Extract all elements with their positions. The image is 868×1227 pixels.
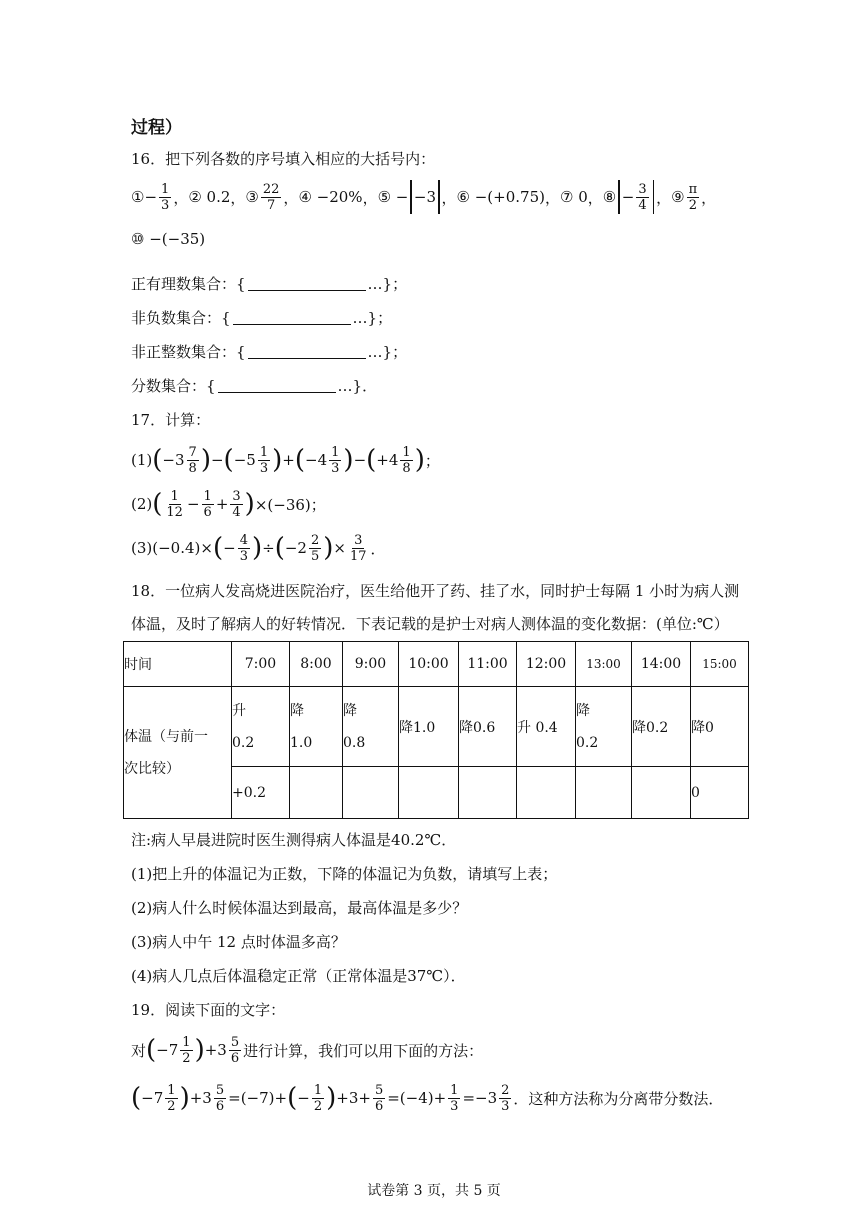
table-cell-change: 升 0.4 (517, 687, 576, 767)
table-cell-change: 降 1.0 (290, 687, 343, 767)
q19-line-1: 对 ( −7 $\frac{1}{2}$ ) +3 $\frac{5}{6}$ 进行计算，我们可以用下面的方法： (131, 1034, 484, 1066)
set-positive-rational: 正有理数集合：{ …}； (131, 275, 408, 293)
set-non-negative: 非负数集合：{ …}； (131, 309, 393, 327)
set-non-positive-integer: 非正整数集合：{ …}； (131, 343, 408, 361)
table-cell-value[interactable]: 0 (691, 767, 749, 819)
q16-item-8: ⑧ (602, 188, 617, 206)
table-cell-change: 降0 (691, 687, 749, 767)
q17-part-1: (1) ( −3 $\frac{7}{8}$ ) − ( −5 $\frac{1}{3}$ ) + ( −4 $\frac{1}{3}$ ) − ( +4 $\frac{1}{8}$ ) ； (131, 444, 440, 476)
q16-title: 16．把下列各数的序号填入相应的大括号内： (131, 150, 436, 168)
q16-item-9: ⑨ (671, 188, 685, 206)
q18-question-4: (4)病人几点后体温稳定正常（正常体温是37℃）． (131, 967, 466, 985)
set-fraction: 分数集合：{ …}． (131, 377, 378, 395)
q16-item-7: ⑦ 0 (560, 188, 588, 206)
table-cell-value[interactable] (459, 767, 517, 819)
q19-line-2: ( −7 $\frac{1}{2}$ ) +3 $\frac{5}{6}$ =(−7)+ ( − $\frac{1}{2}$ ) +3+ $\frac{5}{6}$ =(−4)+ $\frac{1}{3}$ =−3 $\frac{2}{3}$ ．这种方法称为分离带分数法． (131, 1082, 724, 1114)
q16-item-4: ④ −20% (298, 188, 363, 206)
table-header-time: 时间 (124, 642, 232, 687)
q16-frac-9: $\frac{\pi}{2}$ (688, 181, 698, 213)
table-cell-time: 12:00 (517, 642, 576, 687)
q16-item-10: ⑩ −(−35) (131, 230, 206, 248)
q16-item-2: ② 0.2 (188, 188, 231, 206)
q17-title: 17．计算： (131, 411, 211, 429)
q18-line-2: 体温，及时了解病人的好转情况．下表记载的是护士对病人测体温的变化数据：(单位:℃） (131, 615, 729, 633)
table-cell-change: 降1.0 (399, 687, 459, 767)
temperature-table (123, 641, 749, 819)
q16-frac-8: $\frac{3}{4}$ (638, 181, 647, 213)
table-cell-value[interactable] (576, 767, 632, 819)
q16-item-5: ⑤ − (377, 188, 409, 206)
q17-part-2: (2) ( $\frac{1}{12}$ − $\frac{1}{6}$ + $\frac{3}{4}$ ) ×(−36)； (131, 488, 326, 520)
q16-item-1: ① (131, 188, 145, 206)
table-cell-change: 降 0.8 (343, 687, 399, 767)
table-cell-time: 15:00 (691, 642, 749, 687)
q18-note: 注:病人早晨进院时医生测得病人体温是40.2℃． (131, 831, 457, 849)
table-cell-time: 13:00 (576, 642, 632, 687)
table-cell-time: 9:00 (343, 642, 399, 687)
q19-title: 19．阅读下面的文字： (131, 1001, 286, 1019)
table-row-time (124, 642, 749, 687)
table-cell-change: 降 0.2 (576, 687, 632, 767)
table-cell-value[interactable] (399, 767, 459, 819)
table-cell-change: 降0.2 (632, 687, 691, 767)
table-cell-time: 11:00 (459, 642, 517, 687)
table-cell-time: 8:00 (290, 642, 343, 687)
table-cell-time: 14:00 (632, 642, 691, 687)
q18-line-1: 18．一位病人发高烧进医院治疗，医生给他开了药、挂了水，同时护士每隔 1 小时为病人测 (131, 582, 740, 600)
table-cell-time: 7:00 (232, 642, 290, 687)
table-cell-change: 升 0.2 (232, 687, 290, 767)
q16-items: ① − $\frac{1}{3}$ ， ② 0.2 ， ③ $\frac{22}{7}$ ， ④ −20% ， ⑤ − −3 ， ⑥ −(+0.75) ， ⑦ 0 ， ⑧ − $\frac{3}{4}$ ， ⑨ $\frac{\pi}{2}$ ， (131, 181, 717, 213)
table-cell-time: 10:00 (399, 642, 459, 687)
table-row-change (124, 687, 749, 767)
q18-question-2: (2)病人什么时候体温达到最高，最高体温是多少？ (131, 899, 468, 917)
q16-item-6: ⑥ −(+0.75) (456, 188, 545, 206)
header-tail: 过程） (131, 118, 182, 138)
table-cell-value[interactable] (632, 767, 691, 819)
table-cell-value[interactable] (517, 767, 576, 819)
table-cell-value[interactable]: +0.2 (232, 767, 290, 819)
q17-part-3: (3) (−0.4)× ( − $\frac{4}{3}$ ) ÷ ( −2 $\frac{2}{5}$ ) × $\frac{3}{17}$ ． (131, 532, 386, 564)
q16-frac-3: $\frac{22}{7}$ (262, 181, 280, 213)
q16-frac-1: $\frac{1}{3}$ (161, 181, 170, 213)
page-footer: 试卷第 3 页，共 5 页 (367, 1183, 501, 1199)
table-cell-value[interactable] (343, 767, 399, 819)
q18-question-1: (1)把上升的体温记为正数，下降的体温记为负数，请填写上表； (131, 865, 558, 883)
q16-item-3: ③ (245, 188, 259, 206)
q18-question-3: (3)病人中午 12 点时体温多高？ (131, 933, 346, 951)
table-header-change: 体温（与前一 次比较） (124, 687, 232, 819)
table-cell-value[interactable] (290, 767, 343, 819)
table-cell-change: 降0.6 (459, 687, 517, 767)
